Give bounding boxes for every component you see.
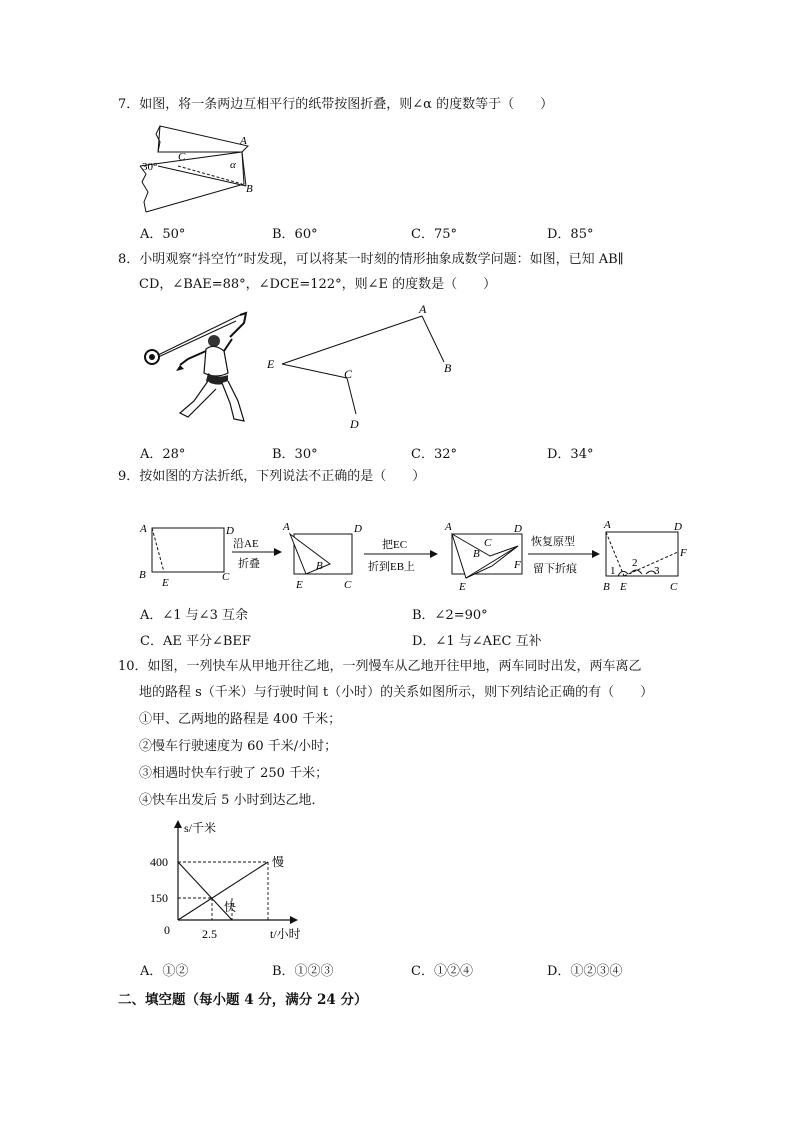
q9-f4-A: A bbox=[604, 519, 611, 531]
q9-option-b: B．∠2=90° bbox=[412, 608, 488, 623]
q8-option-b: B．30° bbox=[272, 447, 318, 462]
q8-label-C: C bbox=[344, 367, 353, 381]
q7-stem: 7．如图，将一条两边互相平行的纸带按图折叠，则∠α 的度数等于（ ） bbox=[118, 97, 554, 112]
q8-option-d: D．34° bbox=[547, 447, 594, 462]
q10-statement-4: ④快车出发后 5 小时到达乙地． bbox=[139, 793, 325, 808]
q9-option-d: D．∠1 与∠AEC 互补 bbox=[412, 634, 542, 649]
q10-origin: 0 bbox=[164, 923, 170, 937]
q9-arrow1-top: 沿AE bbox=[233, 538, 259, 550]
q9-f3-B: B bbox=[473, 548, 480, 560]
q9-f4-C: C bbox=[670, 581, 678, 593]
q8-option-c: C．32° bbox=[411, 447, 457, 462]
q10-option-b: B．①②③ bbox=[272, 964, 334, 979]
q10-stem-line1: 10．如图，一列快车从甲地开往乙地，一列慢车从乙地开往甲地，两车同时出发，两车离乙 bbox=[118, 659, 642, 674]
q9-option-a: A．∠1 与∠3 互余 bbox=[140, 608, 248, 623]
q9-f1-D: D bbox=[226, 525, 234, 537]
q9-arrow3-bottom: 留下折痕 bbox=[533, 563, 577, 575]
q10-option-d: D．①②③④ bbox=[547, 964, 623, 979]
q9-arrow2-bottom: 折到EB上 bbox=[368, 561, 416, 573]
q9-f2-E: E bbox=[296, 579, 303, 591]
q10-stem-line2: 地的路程 s（千米）与行驶时间 t（小时）的关系如图所示，则下列结论正确的有（ ） bbox=[139, 685, 654, 700]
q9-f4-B: B bbox=[603, 581, 610, 593]
q9-f3-C: C bbox=[484, 537, 492, 549]
q9-f3-A: A bbox=[445, 521, 452, 533]
q7-figure bbox=[138, 120, 258, 218]
q10-option-c: C．①②④ bbox=[411, 964, 473, 979]
q9-f1-A: A bbox=[140, 523, 147, 535]
q7-label-C: C bbox=[178, 151, 186, 163]
q9-f4-D: D bbox=[674, 521, 682, 533]
q10-fast-label: 快 bbox=[224, 900, 237, 914]
q10-statement-1: ①甲、乙两地的路程是 400 千米； bbox=[139, 712, 342, 727]
q10-slow-label: 慢 bbox=[272, 855, 285, 869]
q10-statement-3: ③相遇时快车行驶了 250 千米； bbox=[139, 766, 329, 781]
q9-stem: 9．按如图的方法折纸，下列说法不正确的是（ ） bbox=[118, 469, 426, 484]
q7-label-A: A bbox=[240, 135, 247, 147]
q9-f3-E: E bbox=[459, 581, 466, 593]
q9-f2-B: B bbox=[316, 560, 323, 572]
q8-option-a: A．28° bbox=[140, 447, 186, 462]
q8-stem-line1: 8．小明观察“抖空竹”时发现，可以将某一时刻的情形抽象成数学问题：如图，已知 AB∥ bbox=[118, 252, 624, 267]
q8-stem-line2: CD，∠BAE=88°，∠DCE=122°，则∠E 的度数是（ ） bbox=[139, 277, 497, 292]
q8-label-E: E bbox=[267, 357, 275, 371]
q9-f3-D: D bbox=[514, 523, 522, 535]
q7-option-c: C．75° bbox=[411, 227, 457, 242]
q10-statement-2: ②慢车行驶速度为 60 千米/小时； bbox=[139, 739, 338, 754]
q9-f2-C: C bbox=[344, 579, 352, 591]
q10-tick-150: 150 bbox=[150, 891, 168, 905]
q8-geometry-figure bbox=[262, 300, 462, 434]
q9-f3-F: F bbox=[514, 559, 521, 571]
q8-label-D: D bbox=[350, 417, 359, 431]
q7-option-a: A．50° bbox=[140, 227, 186, 242]
q9-arrow3-top: 恢复原型 bbox=[531, 536, 575, 548]
q9-arrow2-top: 把EC bbox=[382, 539, 408, 551]
q7-option-d: D．85° bbox=[547, 227, 594, 242]
q9-f4-E: E bbox=[620, 581, 627, 593]
q10-ylabel: s/千米 bbox=[184, 821, 217, 835]
section-2-heading: 二、填空题（每小题 4 分，满分 24 分） bbox=[118, 992, 368, 1008]
q9-f2-D: D bbox=[354, 523, 362, 535]
q10-tick-2-5: 2.5 bbox=[202, 927, 217, 941]
q7-alpha: α bbox=[230, 159, 236, 171]
q10-option-a: A．①② bbox=[140, 964, 189, 979]
q9-f4-angle2: 2 bbox=[632, 557, 638, 569]
q7-option-b: B．60° bbox=[272, 227, 318, 242]
q9-f4-angle3: 3 bbox=[654, 565, 660, 577]
q7-label-B: B bbox=[246, 183, 253, 195]
q9-f2-A: A bbox=[283, 521, 290, 533]
q9-f1-B: B bbox=[139, 569, 146, 581]
q10-xlabel: t/小时 bbox=[270, 927, 301, 941]
q9-folding-figure bbox=[134, 516, 706, 598]
q9-f4-angle1: 1 bbox=[610, 565, 616, 577]
q9-arrow1-bottom: 折叠 bbox=[238, 558, 260, 570]
q9-f4-F: F bbox=[680, 547, 687, 559]
q10-graph bbox=[140, 816, 330, 946]
q9-option-c: C．AE 平分∠BEF bbox=[140, 634, 251, 649]
slow-train-line bbox=[178, 862, 268, 920]
diabolo-player-illustration bbox=[136, 309, 256, 427]
q9-f1-C: C bbox=[222, 571, 230, 583]
q8-label-A: A bbox=[419, 302, 427, 316]
q10-tick-400: 400 bbox=[150, 855, 168, 869]
q9-f1-E: E bbox=[162, 577, 169, 589]
q7-angle-30: 30° bbox=[142, 161, 158, 173]
q8-label-B: B bbox=[444, 361, 452, 375]
